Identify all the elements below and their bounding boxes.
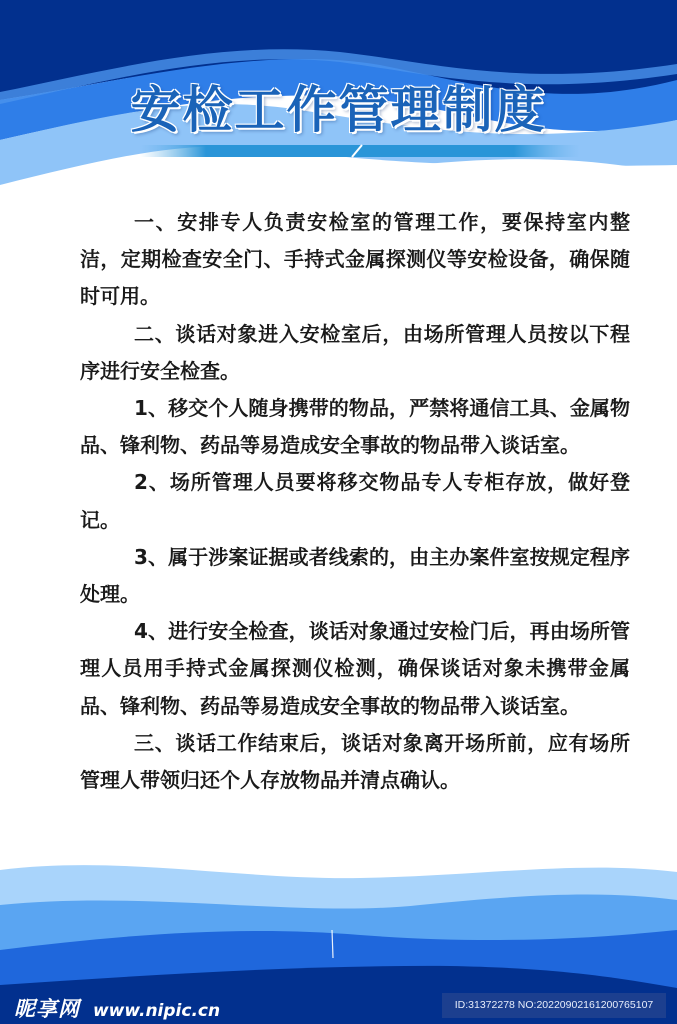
watermark-logo-text: 昵享网: [14, 997, 80, 1021]
paragraph-3: 三、谈话工作结束后，谈话对象离开场所前，应有场所管理人带领归还个人存放物品并清点确认。: [80, 730, 630, 793]
paragraph-2-item-3: 3、属于涉案证据或者线索的，由主办案件室按规定程序处理。: [80, 544, 630, 607]
watermark-url: www.nipic.cn: [92, 1001, 221, 1021]
paragraph-2-item-1: 1、移交个人随身携带的物品，严禁将通信工具、金属物品、锋利物、药品等易造成安全事故的物品带入谈话室。: [80, 396, 630, 458]
watermark-logo: [14, 993, 220, 1023]
regulation-body: [80, 204, 630, 799]
paragraph-2-item-4: 4、进行安全检查，谈话对象通过安检门后，再由场所管理人员用手持式金属探测仪检测，确保谈话对象未携带金属品、锋利物、药品等易造成安全事故的物品带入谈话室。: [80, 619, 630, 718]
poster-title: 安检工作管理制度: [130, 81, 547, 139]
paragraph-1: 一、安排专人负责安检室的管理工作，要保持室内整洁，定期检查安全门、手持式金属探测仪等安检设备，确保随时可用。: [80, 210, 630, 309]
paragraph-2-item-2: 2、场所管理人员要将移交物品专人专柜存放，做好登记。: [80, 470, 630, 532]
paragraph-2: 二、谈话对象进入安检室后，由场所管理人员按以下程序进行安全检查。: [80, 321, 630, 383]
watermark-id: ID:31372278 NO:20220902161200765107: [442, 993, 666, 1018]
